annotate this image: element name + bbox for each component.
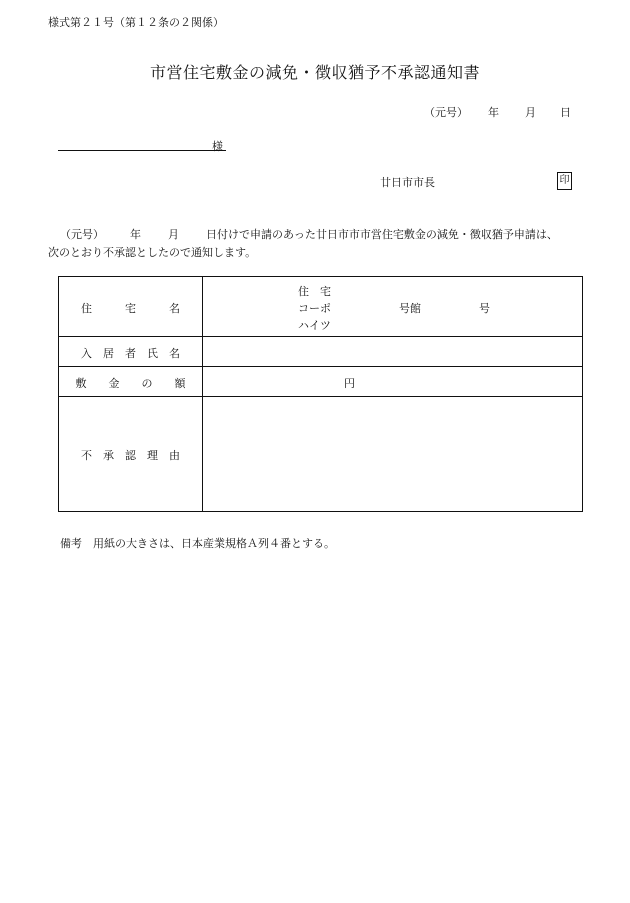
housing-number-suffix: 号 (479, 302, 490, 315)
body-year: 年 (130, 228, 141, 241)
remark: 備考 用紙の大きさは、日本産業規格Ａ列４番とする。 (60, 537, 335, 550)
body-era: （元号） (60, 228, 104, 241)
body-month: 月 (168, 228, 179, 241)
addressee-underline (58, 150, 226, 151)
notice-table (58, 276, 583, 512)
housing-option-jutaku: 住 宅 (298, 285, 331, 298)
date-era: （元号） (424, 106, 468, 119)
form-number: 様式第２１号（第１２条の２関係） (48, 16, 224, 29)
body-line2: 次のとおり不承認としたので通知します。 (48, 246, 257, 259)
table-row-divider (59, 366, 582, 367)
issuer-name: 廿日市市長 (380, 176, 435, 189)
reason-label: 不 承 認 理 由 (81, 449, 180, 462)
table-row-divider (59, 396, 582, 397)
table-column-divider (202, 277, 203, 511)
housing-option-heights: ハイツ (298, 319, 331, 332)
deposit-unit: 円 (344, 377, 355, 390)
date-day: 日 (560, 106, 571, 119)
resident-name-label: 入 居 者 氏 名 (81, 347, 180, 360)
seal-mark: 印 (557, 172, 572, 190)
addressee-suffix: 様 (212, 140, 223, 153)
body-line1: 日付けで申請のあった廿日市市市営住宅敷金の減免・徴収猶予申請は、 (206, 228, 558, 241)
housing-name-label: 住 宅 名 (81, 302, 180, 315)
table-row-divider (59, 336, 582, 337)
date-year: 年 (488, 106, 499, 119)
housing-building-suffix: 号館 (399, 302, 421, 315)
date-month: 月 (525, 106, 536, 119)
housing-option-copo: コーポ (298, 302, 331, 315)
document-title: 市営住宅敷金の減免・徴収猶予不承認通知書 (149, 63, 480, 82)
deposit-label: 敷 金 の 額 (75, 377, 186, 390)
